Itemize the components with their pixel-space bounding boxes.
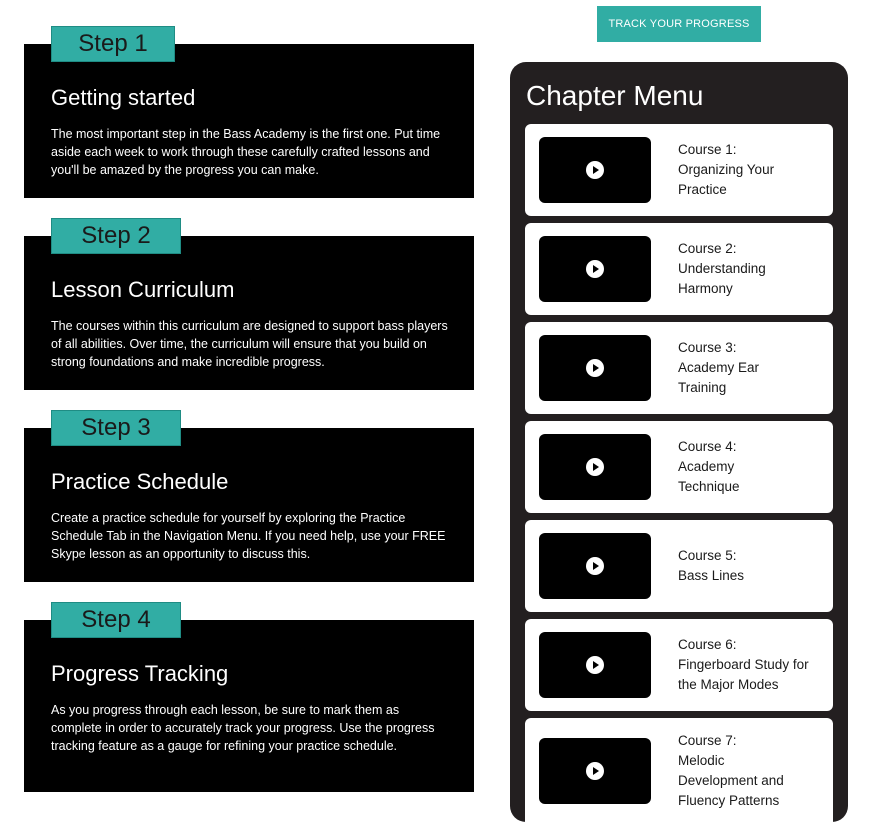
course-item-6[interactable] (525, 619, 833, 711)
step-badge: Step 1 (51, 26, 175, 62)
course-number: Course 5: (678, 548, 737, 563)
step-description: The courses within this curriculum are designed to support bass players of all abilities. Over time, the curriculum will ensure that you build on strong foundations and make incredible progress. (51, 319, 448, 369)
course-name: Fingerboard Study for the Major Modes (678, 657, 809, 692)
step-title: Practice Schedule (51, 469, 229, 494)
chapter-menu-title: Chapter Menu (526, 80, 704, 111)
course-number: Course 4: (678, 439, 737, 454)
step-badge: Step 4 (51, 602, 181, 638)
course-thumbnail[interactable] (539, 137, 651, 203)
play-icon[interactable] (586, 260, 604, 278)
course-name: Understanding Harmony (678, 261, 766, 296)
course-number: Course 2: (678, 241, 737, 256)
course-thumbnail[interactable] (539, 632, 651, 698)
course-item-4[interactable] (525, 421, 833, 513)
step-description: Create a practice schedule for yourself by exploring the Practice Schedule Tab in the Navigation Menu. If you need help, use your FREE Skype lesson as an opportunity to discuss this. (51, 511, 446, 561)
course-item-5[interactable] (525, 520, 833, 612)
course-label (678, 437, 828, 497)
step-description: The most important step in the Bass Academy is the first one. Put time aside each week to work through these carefully crafted lessons and you'll be amazed by the progress you can make. (51, 127, 441, 177)
course-label (678, 140, 828, 200)
step-badge: Step 3 (51, 410, 181, 446)
course-name: Academy Ear Training (678, 360, 760, 395)
course-item-2[interactable] (525, 223, 833, 315)
step-title: Getting started (51, 85, 196, 110)
course-thumbnail[interactable] (539, 738, 651, 804)
course-number: Course 1: (678, 142, 737, 157)
play-icon[interactable] (586, 762, 604, 780)
step-title: Progress Tracking (51, 661, 229, 686)
play-icon[interactable] (586, 656, 604, 674)
step-title: Lesson Curriculum (51, 277, 235, 302)
course-item-3[interactable] (525, 322, 833, 414)
chapter-menu-panel (510, 62, 848, 822)
course-number: Course 7: (678, 733, 737, 748)
course-thumbnail[interactable] (539, 335, 651, 401)
course-name: Academy Technique (678, 459, 740, 494)
course-number: Course 6: (678, 637, 737, 652)
step-badge: Step 2 (51, 218, 181, 254)
play-icon[interactable] (586, 458, 604, 476)
course-name: Organizing Your Practice (678, 162, 775, 197)
course-thumbnail[interactable] (539, 434, 651, 500)
course-number: Course 3: (678, 340, 737, 355)
step-description: As you progress through each lesson, be sure to mark them as complete in order to accurately track your progress. Use the progress tracking feature as a gauge for refining your practice schedule. (51, 703, 435, 753)
course-label (678, 731, 828, 811)
course-thumbnail[interactable] (539, 533, 651, 599)
course-item-7[interactable] (525, 718, 833, 828)
play-icon[interactable] (586, 359, 604, 377)
course-name: Melodic Development and Fluency Patterns (678, 753, 784, 808)
track-progress-button[interactable]: TRACK YOUR PROGRESS (597, 6, 761, 42)
course-label (678, 239, 828, 299)
course-name: Bass Lines (678, 568, 745, 583)
course-item-1[interactable] (525, 124, 833, 216)
play-icon[interactable] (586, 557, 604, 575)
course-label (678, 635, 828, 695)
play-icon[interactable] (586, 161, 604, 179)
course-thumbnail[interactable] (539, 236, 651, 302)
course-label (678, 338, 828, 398)
course-label (678, 546, 828, 586)
